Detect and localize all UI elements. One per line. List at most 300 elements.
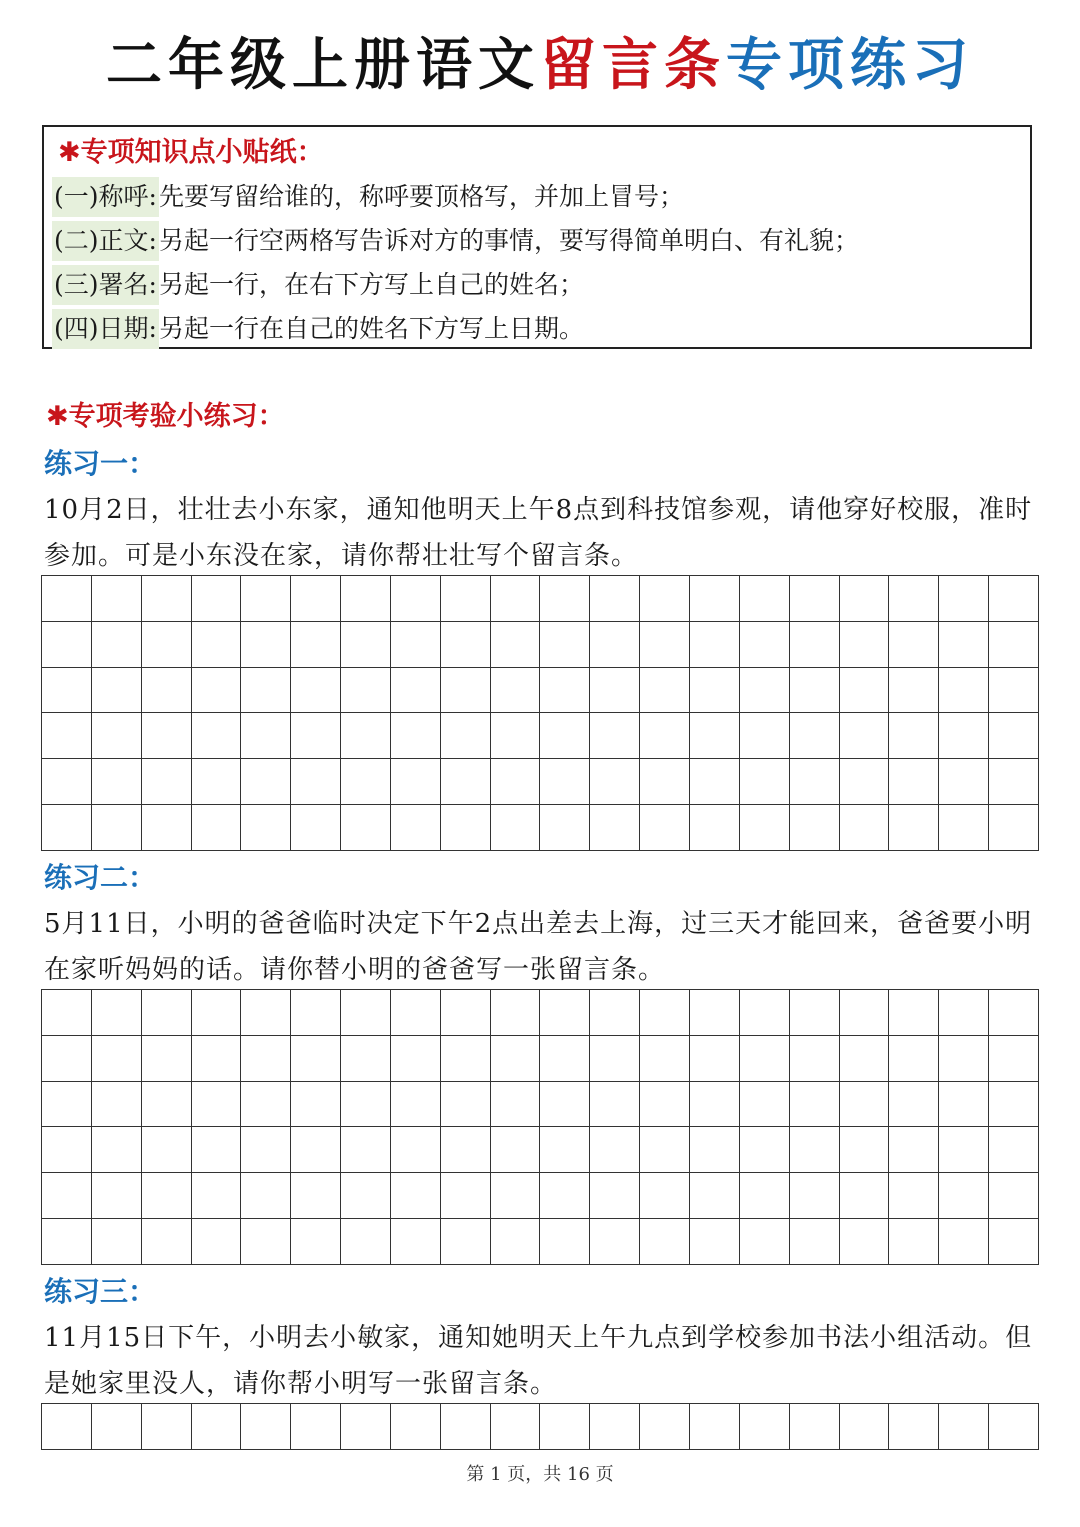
grid-cell[interactable] — [790, 668, 840, 714]
grid-cell[interactable] — [640, 1219, 690, 1265]
grid-row — [42, 1082, 1039, 1128]
grid-cell[interactable] — [192, 576, 242, 622]
grid-cell[interactable] — [441, 1219, 491, 1265]
grid-cell[interactable] — [640, 805, 690, 851]
grid-cell[interactable] — [690, 1173, 740, 1219]
grid-cell[interactable] — [441, 668, 491, 714]
grid-cell[interactable] — [889, 759, 939, 805]
grid-cell[interactable] — [391, 990, 441, 1036]
grid-cell[interactable] — [640, 759, 690, 805]
tip-text: 先要写留给谁的，称呼要顶格写，并加上冒号； — [158, 182, 684, 211]
grid-cell[interactable] — [740, 805, 790, 851]
grid-cell[interactable] — [540, 713, 590, 759]
grid-cell[interactable] — [740, 668, 790, 714]
grid-cell[interactable] — [391, 713, 441, 759]
grid-cell[interactable] — [590, 1173, 640, 1219]
grid-cell[interactable] — [790, 805, 840, 851]
grid-cell[interactable] — [291, 759, 341, 805]
grid-cell[interactable] — [491, 1404, 541, 1450]
grid-cell[interactable] — [341, 1082, 391, 1128]
grid-cell[interactable] — [291, 805, 341, 851]
grid-cell[interactable] — [690, 622, 740, 668]
grid-cell[interactable] — [42, 1082, 92, 1128]
grid-cell[interactable] — [840, 1219, 890, 1265]
grid-cell[interactable] — [391, 1082, 441, 1128]
grid-cell[interactable] — [740, 622, 790, 668]
grid-cell[interactable] — [241, 805, 291, 851]
grid-cell[interactable] — [840, 713, 890, 759]
grid-cell[interactable] — [540, 990, 590, 1036]
grid-cell[interactable] — [939, 990, 989, 1036]
grid-row — [42, 1036, 1039, 1082]
grid-row — [42, 990, 1039, 1036]
exercise-1-title: 练习一： — [44, 447, 157, 480]
grid-cell[interactable] — [391, 759, 441, 805]
grid-cell[interactable] — [840, 805, 890, 851]
grid-cell[interactable] — [341, 622, 391, 668]
grid-cell[interactable] — [291, 1127, 341, 1173]
grid-cell[interactable] — [291, 622, 341, 668]
grid-cell[interactable] — [92, 759, 142, 805]
grid-cell[interactable] — [192, 759, 242, 805]
grid-cell[interactable] — [441, 622, 491, 668]
grid-cell[interactable] — [590, 576, 640, 622]
grid-cell[interactable] — [840, 576, 890, 622]
grid-cell[interactable] — [939, 576, 989, 622]
grid-cell[interactable] — [740, 1404, 790, 1450]
tip-label: (三)署名: — [52, 265, 159, 305]
grid-cell[interactable] — [540, 1219, 590, 1265]
grid-cell[interactable] — [192, 1127, 242, 1173]
grid-cell[interactable] — [590, 990, 640, 1036]
grid-cell[interactable] — [491, 1082, 541, 1128]
exercise-2-writing-grid[interactable] — [41, 989, 1039, 1265]
grid-cell[interactable] — [939, 1173, 989, 1219]
tip-label: (四)日期: — [52, 309, 159, 349]
grid-cell[interactable] — [241, 1219, 291, 1265]
grid-cell[interactable] — [291, 990, 341, 1036]
exercise-3-text: 11月15日下午，小明去小敏家，通知她明天上午九点到学校参加书法小组活动。但是她家里没人，请你帮小明写一张留言条。 — [44, 1323, 1033, 1399]
grid-cell[interactable] — [491, 759, 541, 805]
exercise-1-writing-grid[interactable] — [41, 575, 1039, 851]
grid-cell[interactable] — [291, 1082, 341, 1128]
practice-heading: ✱专项考验小练习： — [46, 401, 285, 432]
grid-cell[interactable] — [92, 1082, 142, 1128]
grid-row — [42, 759, 1039, 805]
grid-cell[interactable] — [441, 1173, 491, 1219]
grid-cell[interactable] — [341, 759, 391, 805]
grid-cell[interactable] — [441, 576, 491, 622]
page-title — [0, 30, 1080, 102]
grid-cell[interactable] — [939, 1219, 989, 1265]
grid-cell[interactable] — [540, 1173, 590, 1219]
grid-cell[interactable] — [540, 576, 590, 622]
grid-cell[interactable] — [740, 1082, 790, 1128]
grid-cell[interactable] — [391, 668, 441, 714]
grid-cell[interactable] — [640, 990, 690, 1036]
grid-cell[interactable] — [241, 576, 291, 622]
grid-cell[interactable] — [690, 1036, 740, 1082]
grid-row — [42, 668, 1039, 714]
grid-cell[interactable] — [889, 990, 939, 1036]
grid-cell[interactable] — [291, 713, 341, 759]
tip-item — [52, 177, 684, 217]
grid-cell[interactable] — [341, 805, 391, 851]
grid-cell[interactable] — [939, 759, 989, 805]
grid-cell[interactable] — [790, 713, 840, 759]
grid-cell[interactable] — [192, 1404, 242, 1450]
grid-cell[interactable] — [790, 1082, 840, 1128]
tip-label: (二)正文: — [52, 221, 159, 261]
grid-cell[interactable] — [939, 1127, 989, 1173]
grid-cell[interactable] — [790, 1404, 840, 1450]
grid-cell[interactable] — [241, 1404, 291, 1450]
grid-cell[interactable] — [540, 1082, 590, 1128]
grid-cell[interactable] — [740, 759, 790, 805]
grid-cell[interactable] — [341, 713, 391, 759]
grid-cell[interactable] — [989, 576, 1039, 622]
grid-cell[interactable] — [142, 1219, 192, 1265]
grid-cell[interactable] — [790, 1036, 840, 1082]
grid-cell[interactable] — [42, 622, 92, 668]
grid-cell[interactable] — [341, 1127, 391, 1173]
grid-cell[interactable] — [341, 1173, 391, 1219]
grid-cell[interactable] — [341, 668, 391, 714]
grid-cell[interactable] — [989, 713, 1039, 759]
grid-cell[interactable] — [640, 622, 690, 668]
grid-cell[interactable] — [391, 1173, 441, 1219]
grid-cell[interactable] — [391, 576, 441, 622]
grid-cell[interactable] — [790, 990, 840, 1036]
grid-cell[interactable] — [690, 1404, 740, 1450]
grid-cell[interactable] — [690, 1127, 740, 1173]
grid-cell[interactable] — [640, 1036, 690, 1082]
grid-cell[interactable] — [590, 1219, 640, 1265]
grid-cell[interactable] — [840, 759, 890, 805]
grid-cell[interactable] — [740, 1219, 790, 1265]
grid-cell[interactable] — [291, 1173, 341, 1219]
grid-row — [42, 1219, 1039, 1265]
grid-cell[interactable] — [640, 1173, 690, 1219]
grid-cell[interactable] — [889, 805, 939, 851]
grid-cell[interactable] — [391, 805, 441, 851]
grid-cell[interactable] — [92, 1036, 142, 1082]
grid-cell[interactable] — [540, 759, 590, 805]
grid-cell[interactable] — [640, 1404, 690, 1450]
grid-cell[interactable] — [939, 713, 989, 759]
grid-cell[interactable] — [840, 990, 890, 1036]
grid-cell[interactable] — [341, 1036, 391, 1082]
grid-cell[interactable] — [640, 668, 690, 714]
grid-cell[interactable] — [540, 668, 590, 714]
grid-cell[interactable] — [192, 622, 242, 668]
grid-cell[interactable] — [889, 1219, 939, 1265]
grid-cell[interactable] — [291, 1404, 341, 1450]
grid-cell[interactable] — [42, 990, 92, 1036]
grid-cell[interactable] — [241, 1127, 291, 1173]
grid-cell[interactable] — [989, 759, 1039, 805]
grid-cell[interactable] — [491, 668, 541, 714]
grid-cell[interactable] — [241, 713, 291, 759]
grid-cell[interactable] — [391, 1404, 441, 1450]
grid-row — [42, 1173, 1039, 1219]
grid-cell[interactable] — [341, 990, 391, 1036]
grid-cell[interactable] — [640, 1082, 690, 1128]
grid-cell[interactable] — [92, 622, 142, 668]
grid-cell[interactable] — [840, 1127, 890, 1173]
grid-cell[interactable] — [391, 1127, 441, 1173]
grid-cell[interactable] — [590, 1082, 640, 1128]
grid-cell[interactable] — [640, 713, 690, 759]
exercise-1-text: 10月2日，壮壮去小东家，通知他明天上午8点到科技馆参观，请他穿好校服，准时参加。可是小东没在家，请你帮壮壮写个留言条。 — [44, 495, 1033, 571]
grid-cell[interactable] — [790, 759, 840, 805]
grid-cell[interactable] — [241, 668, 291, 714]
exercise-3-title: 练习三： — [44, 1275, 157, 1308]
grid-cell[interactable] — [42, 1036, 92, 1082]
grid-cell[interactable] — [192, 1173, 242, 1219]
grid-cell[interactable] — [491, 713, 541, 759]
grid-cell[interactable] — [989, 668, 1039, 714]
tip-text: 另起一行在自己的姓名下方写上日期。 — [158, 314, 584, 343]
grid-cell[interactable] — [590, 1036, 640, 1082]
grid-cell[interactable] — [142, 1404, 192, 1450]
grid-cell[interactable] — [790, 622, 840, 668]
grid-cell[interactable] — [291, 576, 341, 622]
grid-cell[interactable] — [241, 1082, 291, 1128]
grid-cell[interactable] — [241, 622, 291, 668]
grid-cell[interactable] — [491, 1219, 541, 1265]
grid-cell[interactable] — [540, 1404, 590, 1450]
tip-label: (一)称呼: — [52, 177, 159, 217]
grid-cell[interactable] — [241, 990, 291, 1036]
grid-row — [42, 576, 1039, 622]
title-part-2: 留言条 — [540, 33, 726, 98]
title-part-1: 二年级上册语文 — [106, 33, 540, 98]
grid-cell[interactable] — [590, 668, 640, 714]
grid-cell[interactable] — [441, 805, 491, 851]
grid-cell[interactable] — [790, 1173, 840, 1219]
grid-cell[interactable] — [341, 576, 391, 622]
grid-cell[interactable] — [192, 1219, 242, 1265]
grid-cell[interactable] — [192, 668, 242, 714]
grid-row — [42, 1404, 1039, 1450]
grid-row — [42, 713, 1039, 759]
grid-cell[interactable] — [241, 1173, 291, 1219]
grid-cell[interactable] — [740, 1173, 790, 1219]
grid-cell[interactable] — [540, 622, 590, 668]
grid-cell[interactable] — [889, 1173, 939, 1219]
grid-cell[interactable] — [640, 1127, 690, 1173]
grid-cell[interactable] — [690, 759, 740, 805]
grid-cell[interactable] — [192, 713, 242, 759]
grid-cell[interactable] — [42, 1127, 92, 1173]
grid-cell[interactable] — [840, 668, 890, 714]
grid-cell[interactable] — [441, 990, 491, 1036]
grid-cell[interactable] — [989, 622, 1039, 668]
grid-cell[interactable] — [92, 1127, 142, 1173]
grid-cell[interactable] — [939, 668, 989, 714]
grid-cell[interactable] — [291, 668, 341, 714]
grid-cell[interactable] — [142, 1036, 192, 1082]
grid-cell[interactable] — [690, 990, 740, 1036]
grid-cell[interactable] — [291, 1036, 341, 1082]
grid-cell[interactable] — [840, 622, 890, 668]
grid-cell[interactable] — [590, 805, 640, 851]
grid-cell[interactable] — [740, 1127, 790, 1173]
grid-cell[interactable] — [391, 1036, 441, 1082]
grid-cell[interactable] — [42, 668, 92, 714]
grid-cell[interactable] — [889, 1127, 939, 1173]
grid-cell[interactable] — [291, 1219, 341, 1265]
grid-cell[interactable] — [491, 990, 541, 1036]
grid-cell[interactable] — [142, 622, 192, 668]
grid-cell[interactable] — [889, 1082, 939, 1128]
grid-cell[interactable] — [42, 1173, 92, 1219]
grid-cell[interactable] — [142, 1173, 192, 1219]
tip-item — [52, 221, 859, 261]
grid-cell[interactable] — [889, 1036, 939, 1082]
grid-cell[interactable] — [790, 1127, 840, 1173]
grid-cell[interactable] — [491, 1036, 541, 1082]
grid-cell[interactable] — [790, 1219, 840, 1265]
grid-cell[interactable] — [889, 713, 939, 759]
grid-cell[interactable] — [142, 576, 192, 622]
grid-cell[interactable] — [989, 1173, 1039, 1219]
grid-cell[interactable] — [42, 713, 92, 759]
grid-cell[interactable] — [939, 1036, 989, 1082]
grid-cell[interactable] — [939, 805, 989, 851]
grid-cell[interactable] — [840, 1404, 890, 1450]
grid-cell[interactable] — [690, 1082, 740, 1128]
grid-cell[interactable] — [989, 805, 1039, 851]
grid-cell[interactable] — [690, 668, 740, 714]
grid-cell[interactable] — [590, 622, 640, 668]
grid-cell[interactable] — [391, 1219, 441, 1265]
grid-cell[interactable] — [42, 1219, 92, 1265]
grid-cell[interactable] — [590, 1127, 640, 1173]
grid-cell[interactable] — [491, 1173, 541, 1219]
grid-cell[interactable] — [42, 576, 92, 622]
grid-cell[interactable] — [441, 1036, 491, 1082]
grid-cell[interactable] — [92, 668, 142, 714]
grid-cell[interactable] — [241, 1036, 291, 1082]
grid-cell[interactable] — [590, 713, 640, 759]
grid-cell[interactable] — [341, 1404, 391, 1450]
exercise-3-writing-grid[interactable] — [41, 1403, 1039, 1450]
grid-cell[interactable] — [92, 1173, 142, 1219]
grid-cell[interactable] — [92, 1404, 142, 1450]
grid-row — [42, 1127, 1039, 1173]
grid-cell[interactable] — [840, 1082, 890, 1128]
grid-cell[interactable] — [441, 1082, 491, 1128]
grid-cell[interactable] — [491, 1127, 541, 1173]
grid-cell[interactable] — [989, 1404, 1039, 1450]
grid-cell[interactable] — [889, 1404, 939, 1450]
grid-cell[interactable] — [840, 1173, 890, 1219]
grid-cell[interactable] — [491, 805, 541, 851]
exercise-2-title: 练习二： — [44, 861, 157, 894]
grid-cell[interactable] — [690, 805, 740, 851]
grid-cell[interactable] — [142, 1082, 192, 1128]
grid-cell[interactable] — [42, 1404, 92, 1450]
grid-cell[interactable] — [142, 990, 192, 1036]
grid-cell[interactable] — [540, 1127, 590, 1173]
grid-cell[interactable] — [92, 805, 142, 851]
grid-cell[interactable] — [790, 576, 840, 622]
grid-cell[interactable] — [491, 576, 541, 622]
grid-cell[interactable] — [690, 713, 740, 759]
grid-cell[interactable] — [690, 1219, 740, 1265]
grid-cell[interactable] — [42, 805, 92, 851]
grid-cell[interactable] — [142, 668, 192, 714]
grid-cell[interactable] — [740, 713, 790, 759]
grid-cell[interactable] — [989, 1127, 1039, 1173]
grid-cell[interactable] — [690, 576, 740, 622]
grid-cell[interactable] — [441, 759, 491, 805]
grid-cell[interactable] — [840, 1036, 890, 1082]
grid-cell[interactable] — [441, 1404, 491, 1450]
grid-row — [42, 805, 1039, 851]
grid-cell[interactable] — [540, 805, 590, 851]
grid-cell[interactable] — [540, 1036, 590, 1082]
grid-cell[interactable] — [939, 622, 989, 668]
grid-cell[interactable] — [441, 1127, 491, 1173]
grid-cell[interactable] — [391, 622, 441, 668]
grid-cell[interactable] — [441, 713, 491, 759]
grid-cell[interactable] — [889, 668, 939, 714]
exercise-2-text: 5月11日，小明的爸爸临时决定下午2点出差去上海，过三天才能回来，爸爸要小明在家听妈妈的话。请你替小明的爸爸写一张留言条。 — [44, 909, 1033, 985]
grid-cell[interactable] — [640, 576, 690, 622]
grid-cell[interactable] — [989, 1036, 1039, 1082]
grid-cell[interactable] — [590, 759, 640, 805]
grid-cell[interactable] — [740, 990, 790, 1036]
grid-cell[interactable] — [192, 990, 242, 1036]
grid-cell[interactable] — [92, 713, 142, 759]
grid-cell[interactable] — [192, 1036, 242, 1082]
grid-cell[interactable] — [192, 1082, 242, 1128]
grid-cell[interactable] — [142, 759, 192, 805]
grid-cell[interactable] — [92, 990, 142, 1036]
grid-cell[interactable] — [989, 990, 1039, 1036]
tip-item — [52, 309, 584, 349]
grid-cell[interactable] — [142, 805, 192, 851]
grid-cell[interactable] — [889, 576, 939, 622]
grid-cell[interactable] — [939, 1404, 989, 1450]
title-part-3: 专项练习 — [726, 33, 974, 98]
grid-cell[interactable] — [142, 713, 192, 759]
grid-cell[interactable] — [989, 1219, 1039, 1265]
grid-cell[interactable] — [42, 759, 92, 805]
grid-cell[interactable] — [92, 1219, 142, 1265]
grid-cell[interactable] — [889, 622, 939, 668]
page-footer: 第 1 页，共 16 页 — [466, 1464, 614, 1485]
grid-cell[interactable] — [939, 1082, 989, 1128]
grid-cell[interactable] — [192, 805, 242, 851]
tips-heading: ✱专项知识点小贴纸： — [58, 137, 324, 168]
grid-cell[interactable] — [740, 576, 790, 622]
tip-item — [52, 265, 584, 305]
grid-cell[interactable] — [590, 1404, 640, 1450]
grid-cell[interactable] — [341, 1219, 391, 1265]
grid-cell[interactable] — [740, 1036, 790, 1082]
grid-cell[interactable] — [491, 622, 541, 668]
grid-cell[interactable] — [142, 1127, 192, 1173]
tip-text: 另起一行，在右下方写上自己的姓名； — [158, 270, 584, 299]
grid-cell[interactable] — [989, 1082, 1039, 1128]
grid-cell[interactable] — [92, 576, 142, 622]
knowledge-tips-box — [42, 125, 1032, 349]
grid-cell[interactable] — [241, 759, 291, 805]
